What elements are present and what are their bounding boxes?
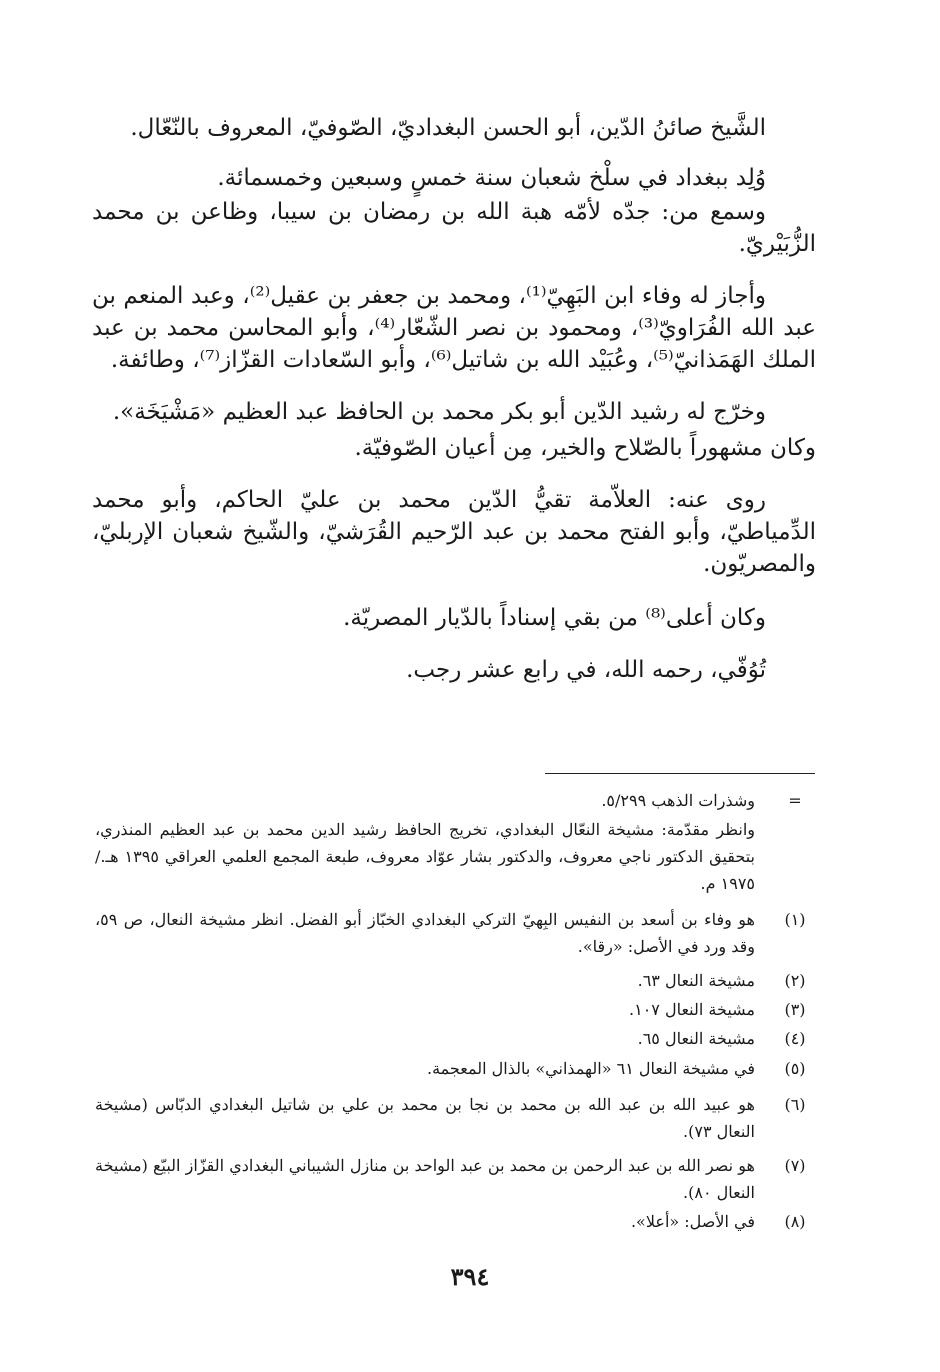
paragraph-1: الشَّيخ صائنُ الدّين، أبو الحسن البغداديّ، الصّوفيّ، المعروف بالنّعّال. [130, 115, 766, 141]
footnote-5 [95, 1055, 815, 1082]
footnote-text: هو نصر الله بن عبد الرحمن بن محمد بن عبد الواحد بن منازل الشيباني البغدادي القزّاز البيّع (مشيخة النعال ٨٠). [95, 1156, 755, 1202]
footnote-number: (٢) [784, 971, 806, 990]
footnote-text: مشيخة النعال ١٠٧. [629, 1000, 755, 1019]
footnote-7 [95, 1152, 815, 1206]
footnote-separator [545, 773, 815, 774]
paragraph-5: وخرّج له رشيد الدّين أبو بكر محمد بن الحافظ عبد العظيم «مَشْيَخَة». [112, 399, 766, 425]
footnote-number: (٤) [784, 1029, 806, 1048]
paragraph-6: وكان مشهوراً بالصّلاح والخير، مِن أعيان الصّوفيّة. [354, 435, 816, 461]
footnote-text: في الأصل: «أعلا». [630, 1212, 755, 1231]
footnote-number: (٦) [784, 1095, 806, 1114]
footnote-text: في مشيخة النعال ٦١ «الهمذاني» بالذال المعجمة. [427, 1059, 755, 1078]
footnote-6 [95, 1091, 815, 1145]
footnote-2 [95, 967, 815, 994]
footnote-8 [95, 1208, 815, 1235]
paragraph-7: روى عنه: العلاّمة تقيُّ الدّين محمد بن عليّ الحاكم، وأبو محمد الدِّمياطيّ، وأبو الفتح محمد بن عبد الرّحيم القُرَشيّ، والشّيخ شعبان الإربليّ، والمصريّون. [92, 487, 816, 577]
footnote-carry [95, 787, 815, 814]
footnote-text: مشيخة النعال ٦٣. [637, 971, 755, 990]
paragraph-8: وكان أعلى⁽⁸⁾ من بقي إسناداً بالدّيار المصريّة. [343, 605, 766, 631]
paragraph-2: وُلِد ببغداد في سلْخ شعبان سنة خمسٍ وسبعين وخمسمائة. [217, 165, 766, 191]
footnote-carry-marker: = [788, 791, 802, 810]
footnote-text: مشيخة النعال ٦٥. [637, 1029, 755, 1048]
main-text [92, 112, 816, 686]
footnote-1 [95, 906, 815, 960]
footnote-3 [95, 996, 815, 1023]
footnote-text: هو وفاء بن أسعد بن النفيس البِهيّ التركي البغدادي الخبّاز أبو الفضل. انظر مشيخة النعال، ص ٥٩، وقد ورد في الأصل: «رقا». [95, 910, 755, 956]
footnote-intro: وانظر مقدّمة: مشيخة النعّال البغدادي، تخريج الحافظ رشيد الدين محمد بن عبد العظيم المنذري، بتحقيق الدكتور ناجي معروف، والدكتور بشار عوّاد معروف، طبعة المجمع العلمي العراقي ١٣٩٥ هـ./ ١٩٧٥ م. [95, 820, 756, 893]
footnote-number: (٨) [784, 1212, 806, 1231]
paragraph-9: تُوُفّي، رحمه الله، في رابع عشر رجب. [406, 657, 766, 683]
footnote-text: هو عبيد الله بن عبد الله بن محمد بن نجا بن محمد بن علي بن شاتيل البغدادي الدبّاس (مشيخة النعال ٧٣). [95, 1095, 755, 1141]
paragraph-3: وسمع من: جدّه لأمّه هبة الله بن رمضان بن سيبا، وظاعن بن محمد الزُّبَيْريّ. [92, 199, 816, 257]
footnote-4 [95, 1025, 815, 1052]
footnote-number: (٥) [784, 1059, 806, 1078]
footnote-number: (٣) [784, 1000, 806, 1019]
footnote-number: (٧) [784, 1156, 806, 1175]
page-number: ٣٩٤ [450, 1262, 490, 1291]
footnote-number: (١) [784, 910, 806, 929]
paragraph-4: وأجاز له وفاء ابن البَهِيّ⁽¹⁾، ومحمد بن جعفر بن عقيل⁽²⁾، وعبد المنعم بن عبد الله الفُرَاويّ⁽³⁾، ومحمود بن نصر الشّعّار⁽⁴⁾، وأبو المحاسن محمد بن عبد الملك الهَمَذانيّ⁽⁵⁾، وعُبَيْد الله بن شاتيل⁽⁶⁾، وأبو السّعادات القزّاز⁽⁷⁾، وطائفة. [92, 283, 817, 373]
footnote-carry-text: وشذرات الذهب ٥/٢٩٩. [601, 791, 755, 810]
